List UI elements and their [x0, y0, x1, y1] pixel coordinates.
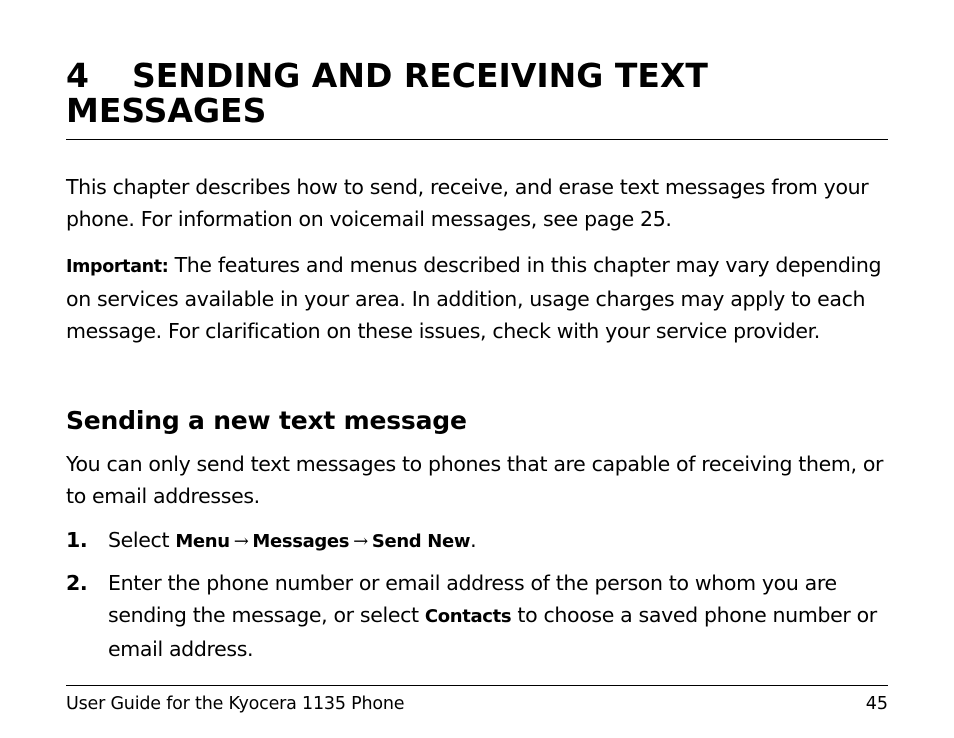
step-1	[66, 524, 888, 558]
header-rule	[66, 139, 888, 140]
page-number: 45	[865, 694, 888, 714]
step-number: 1.	[66, 528, 88, 552]
intro-paragraph: This chapter describes how to send, receive, and erase text messages from your phone. For information on voicemail messages, see page 25.	[66, 175, 869, 231]
section-intro: You can only send text messages to phones that are capable of receiving them, or to email addresses.	[66, 452, 884, 508]
footer-title: User Guide for the Kyocera 1135 Phone	[66, 694, 405, 714]
step-body	[108, 524, 888, 558]
important-text: The features and menus described in this chapter may vary depending on services available in your area. In addition, usage charges may apply to each message. For clarification on these issues, check with your service provider.	[66, 253, 882, 343]
arrow-icon: →	[353, 531, 368, 552]
arrow-icon: →	[233, 531, 249, 552]
chapter-title	[66, 58, 888, 128]
step-suffix: .	[470, 528, 477, 552]
step-body	[108, 567, 888, 665]
section-heading: Sending a new text message	[66, 406, 467, 435]
chapter-title-line1: SENDING AND RECEIVING TEXT	[132, 56, 708, 95]
footer-rule	[66, 685, 888, 686]
step-text-after: to choose a saved phone number or email address.	[108, 603, 877, 661]
contacts-item: Contacts	[424, 606, 512, 627]
step-text-before: Enter the phone number or email address of the person to whom you are sending the message, or select	[108, 571, 837, 627]
step-2	[66, 567, 888, 665]
menu-item: Menu	[175, 531, 230, 552]
chapter-number: 4	[66, 56, 89, 95]
messages-item: Messages	[252, 531, 350, 552]
important-label: Important:	[66, 257, 169, 277]
send-new-item: Send New	[371, 531, 471, 552]
step-number: 2.	[66, 571, 88, 595]
important-note	[66, 249, 888, 347]
step-prefix: Select	[108, 528, 170, 552]
chapter-title-line2: MESSAGES	[66, 91, 267, 130]
